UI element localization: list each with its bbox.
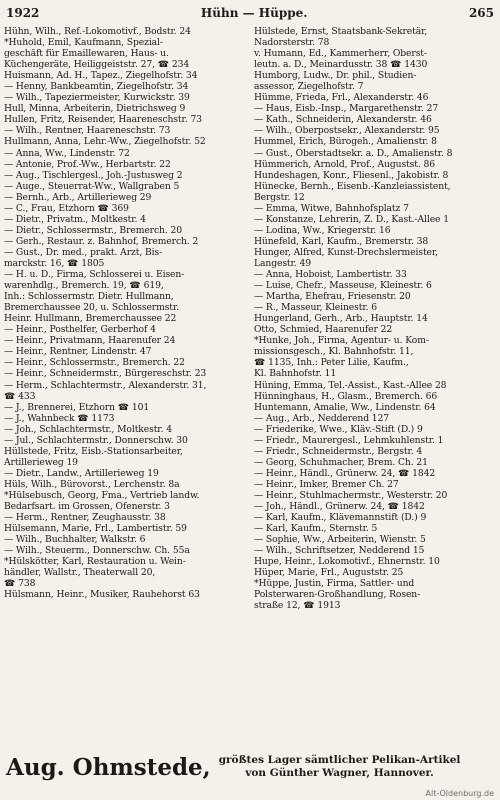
page-number: 265 [468, 6, 494, 20]
directory-entry-line: Hullmann, Anna, Lehr.-Ww., Ziegelhofstr. 52 [4, 136, 206, 148]
directory-entry-line: ☎ 433 [4, 390, 36, 402]
directory-entry-line: ☎ 738 [4, 578, 36, 590]
directory-entry-line: — Gust., Dr. med., prakt. Arzt, Bis- [4, 246, 163, 258]
directory-entry-line: Hülstede, Ernst, Staatsbank-Sekretär, [254, 26, 428, 37]
directory-entry-line: Huismann, Ad. H., Tapez., Ziegelhofstr. 34 [4, 70, 198, 82]
advertisement-banner [6, 747, 494, 787]
directory-entry-line: — Dietr., Privatm., Moltkestr. 4 [4, 213, 146, 225]
directory-entry-line: — Heinr., Posthelfer, Gerberhof 4 [4, 324, 156, 336]
directory-entry-line: — Wilh., Tapeziermeister, Kurwickstr. 39 [4, 92, 190, 104]
directory-entry-line: — Sophie, Ww., Arbeiterin, Wienstr. 5 [254, 534, 426, 546]
directory-entry-line: Hunger, Alfred, Kunst-Drechslermeister, [254, 246, 438, 258]
directory-entry-line: Bergstr. 12 [254, 191, 305, 203]
directory-entry-line: Hungerland, Gerh., Arb., Hauptstr. 14 [254, 313, 428, 325]
directory-entry-line: Hundeshagen, Konr., Fliesenl., Jakobistr. 8 [254, 169, 449, 181]
directory-entry-line: Hümmerich, Arnold, Prof., Augustst. 86 [254, 158, 435, 170]
directory-entry-line: händler, Wallstr., Theaterwall 20, [4, 567, 156, 579]
directory-entry-line: *Huhold, Emil, Kaufmann, Spezial- [4, 37, 163, 49]
directory-entry-line: Hupe, Heinr., Lokomotivf., Ehnernstr. 10 [254, 556, 440, 568]
directory-entry-line: — Wilh., Buchhalter, Walkstr. 6 [4, 534, 146, 546]
directory-entry-line: Bremerchaussee 20, u. Schlossermstr. [4, 302, 179, 314]
directory-entry-line: — Heinr., Schneidermstr., Bürgereschstr. 23 [4, 368, 207, 380]
directory-entry-line: *Hülskötter, Karl, Restauration u. Wein- [4, 556, 186, 568]
directory-entry-line: Bedarfsart. im Grossen, Ofenerstr. 3 [4, 501, 170, 513]
directory-entry-line: — H. u. D., Firma, Schlosserei u. Eisen- [4, 269, 185, 281]
directory-entry-line: — Haus, Eisb.-Insp., Margarethenstr. 27 [254, 103, 439, 115]
page-header [6, 4, 494, 22]
directory-entry-line: Heinr. Hullmann, Bremerchaussee 22 [4, 313, 177, 325]
directory-entry-line: Hull, Minna, Arbeiterin, Dietrichsweg 9 [4, 103, 186, 115]
directory-entry-line: Kl. Bahnhofstr. 11 [254, 368, 337, 380]
directory-entry-line: — Emma, Witwe, Bahnhofsplatz 7 [254, 202, 409, 214]
directory-entry-line: Inh.: Schlossermstr. Dietr. Hullmann, [4, 291, 174, 303]
directory-entry-line: *Hunke, Joh., Firma, Agentur- u. Kom- [254, 335, 429, 347]
directory-entry-line: *Hüppe, Justin, Firma, Sattler- und [254, 578, 415, 590]
directory-entry-line: Nadorsterstr. 78 [254, 37, 330, 49]
directory-entry-line: — Heinr., Privatmann, Haarenufer 24 [4, 335, 176, 347]
directory-entry-line: marckstr. 16, ☎ 1805 [4, 257, 105, 269]
directory-entry-line: — Herm., Rentner, Zeughausstr. 38 [4, 512, 166, 524]
directory-entry-line: Hüls, Wilh., Bürovorst., Lerchenstr. 8a [4, 478, 180, 490]
directory-entry-line: — Friedr., Schneidermstr., Bergstr. 4 [254, 445, 423, 457]
directory-entry-line: — Jul., Schlachtermstr., Donnerschw. 30 [4, 434, 188, 446]
directory-entry-line: — Bernh., Arb., Artillerieweg 29 [4, 191, 152, 203]
directory-entry-line: — Heinr., Schlossermstr., Bremerch. 22 [4, 357, 185, 369]
watermark-text: Alt-Oldenburg.de [425, 789, 494, 798]
directory-entry-line: — Anna, Ww., Lindenstr. 72 [4, 147, 130, 159]
directory-entry-line: — Antonie, Prof.-Ww., Herbartstr. 22 [4, 158, 171, 170]
directory-entry-line: Hülsemann, Marie, Frl., Lambertistr. 59 [4, 523, 187, 535]
directory-entry-line: — Heinr., Rentner, Lindenstr. 47 [4, 346, 152, 358]
directory-entry-line: Hünninghaus, H., Glasm., Bremerch. 66 [254, 390, 438, 402]
left-column [4, 26, 248, 744]
directory-entry-line: — Aug., Tischlergesl., Joh.-Justusweg 2 [4, 169, 183, 181]
directory-entry-line: Artillerieweg 19 [4, 456, 78, 468]
advert-line-1: größtes Lager sämtlicher Pelikan-Artikel [218, 754, 461, 766]
directory-entry-line: v. Humann, Ed., Kammerherr, Oberst- [254, 48, 427, 60]
directory-entry-line: — J., Brennerei, Etzhorn ☎ 101 [4, 401, 150, 413]
directory-entry-line: — Auge., Steuerrat-Ww., Wallgraben 5 [4, 180, 180, 192]
right-column [254, 26, 494, 744]
directory-entry-line: — R., Masseur, Kleinestr. 6 [254, 302, 377, 314]
directory-entry-line: Hüning, Emma, Tel.-Assist., Kast.-Allee 28 [254, 379, 447, 391]
directory-entry-line: — Henny, Bankbeamtin, Ziegelhofstr. 34 [4, 81, 189, 93]
directory-entry-line: leutn. a. D., Meinardusstr. 38 ☎ 1430 [254, 59, 428, 71]
directory-entry-line: — Konstanze, Lehrerin, Z. D., Kast.-Allee 1 [254, 213, 449, 225]
directory-entry-line: — Joh., Schlachtermstr., Moltkestr. 4 [4, 423, 172, 435]
directory-entry-line: *Hülsebusch, Georg, Fma., Vertrieb landw. [4, 489, 200, 501]
directory-entry-line: — Karl, Kaufm., Klävemannstift (D.) 9 [254, 512, 427, 524]
advert-line-2: von Günther Wagner, Hannover. [245, 767, 434, 779]
directory-entry-line: ☎ 1135, Inh.: Peter Lilie, Kaufm., [254, 357, 409, 369]
directory-entry-line: warenhdlg., Bremerch. 19, ☎ 619, [4, 280, 164, 292]
advert-text [219, 754, 461, 780]
directory-entry-line: Küchengeräte, Heiliggeiststr. 27, ☎ 234 [4, 59, 190, 71]
directory-entry-line: — Gerh., Restaur. z. Bahnhof, Bremerch. 2 [4, 235, 199, 247]
directory-entry-line: Hüllstede, Fritz, Eisb.-Stationsarbeiter, [4, 445, 183, 457]
directory-entry-line: — Wilh., Steuerm., Donnerschw. Ch. 55a [4, 545, 190, 557]
directory-entry-line: — Dietr., Landw., Artillerieweg 19 [4, 467, 159, 479]
directory-entry-line: Polsterwaren-Großhandlung, Rosen- [254, 589, 421, 601]
directory-entry-line: Hünecke, Bernh., Eisenb.-Kanzleiassistent, [254, 180, 451, 192]
directory-entry-line: — Wilh., Schriftsetzer, Nedderend 15 [254, 545, 425, 557]
page-title: Hühn — Hüppe. [200, 6, 308, 20]
directory-entry-line: Hülsmann, Heinr., Musiker, Rauhehorst 63 [4, 589, 200, 601]
year-label: 1922 [6, 6, 40, 20]
directory-entry-line: Hullen, Fritz, Reisender, Haareneschstr. 73 [4, 114, 202, 126]
directory-entry-line: — Martha, Ehefrau, Friesenstr. 20 [254, 291, 411, 303]
directory-entry-line: — Anna, Hoboist, Lambertistr. 33 [254, 269, 407, 281]
directory-entry-line: Hüper, Marie, Frl., Auguststr. 25 [254, 567, 404, 579]
directory-entry-line: — Heinr., Imker, Bremer Ch. 27 [254, 478, 399, 490]
directory-entry-line: — J., Wahnbeck ☎ 1173 [4, 412, 115, 424]
directory-entry-line: Otto, Schmied, Haarenufer 22 [254, 324, 393, 336]
directory-entry-line: — Friederike, Wwe., Kläv.-Stift (D.) 9 [254, 423, 423, 435]
directory-entry-line: — Heinr., Händl., Grünerw. 24, ☎ 1842 [254, 467, 436, 479]
directory-entry-line: straße 12, ☎ 1913 [254, 600, 341, 612]
directory-entry-line: — Heinr., Stuhlmachermstr., Westerstr. 20 [254, 489, 448, 501]
directory-entry-line: — C., Frau, Etzhorn ☎ 369 [4, 202, 129, 214]
directory-entry-line: Humborg, Ludw., Dr. phil., Studien- [254, 70, 417, 82]
directory-entry-line: missionsgesch., Kl. Bahnhofstr. 11, [254, 346, 414, 358]
directory-entry-line: — Gust., Oberstadtsekr. a. D., Amalienstr. 8 [254, 147, 453, 159]
directory-entry-line: Huntemann, Amalie, Ww., Lindenstr. 64 [254, 401, 436, 413]
directory-entry-line: — Georg, Schuhmacher, Brem. Ch. 21 [254, 456, 428, 468]
directory-entry-line: — Luise, Chefr., Masseuse, Kleinestr. 6 [254, 280, 432, 292]
directory-entry-line: Hühn, Wilh., Ref.-Lokomotivf., Bodstr. 24 [4, 26, 191, 37]
directory-entry-line: — Herm., Schlachtermstr., Alexanderstr. 31, [4, 379, 207, 391]
directory-entry-line: assessor, Ziegelhofstr. 7 [254, 81, 364, 93]
directory-entry-line: — Kath., Schneiderin, Alexanderstr. 46 [254, 114, 432, 126]
directory-entry-line: — Friedr., Maurergesl., Lehmkuhlenstr. 1 [254, 434, 444, 446]
advert-name: Aug. Ohmstede, [6, 753, 211, 781]
directory-entry-line: — Dietr., Schlossermstr., Bremerch. 20 [4, 224, 182, 236]
directory-entry-line: Hummel, Erich, Bürogeh., Amalienstr. 8 [254, 136, 437, 148]
directory-entry-line: Hümme, Frieda, Frl., Alexanderstr. 46 [254, 92, 429, 104]
directory-entry-line: Hünefeld, Karl, Kaufm., Bremerstr. 38 [254, 235, 429, 247]
directory-entry-line: Langestr. 49 [254, 257, 311, 269]
directory-entry-line: — Joh., Händl., Grünerw. 24, ☎ 1842 [254, 501, 425, 513]
directory-entry-line: geschäft für Emaillewaren, Haus- u. [4, 48, 169, 60]
directory-entry-line: — Karl, Kaufm., Sternstr. 5 [254, 523, 378, 535]
directory-entry-line: — Wilh., Rentner, Haareneschstr. 73 [4, 125, 171, 137]
directory-entry-line: — Aug., Arb., Nedderend 127 [254, 412, 390, 424]
directory-entry-line: — Wilh., Oberpostsekr., Alexanderstr. 95 [254, 125, 440, 137]
directory-entry-line: — Lodina, Ww., Kriegerstr. 16 [254, 224, 391, 236]
